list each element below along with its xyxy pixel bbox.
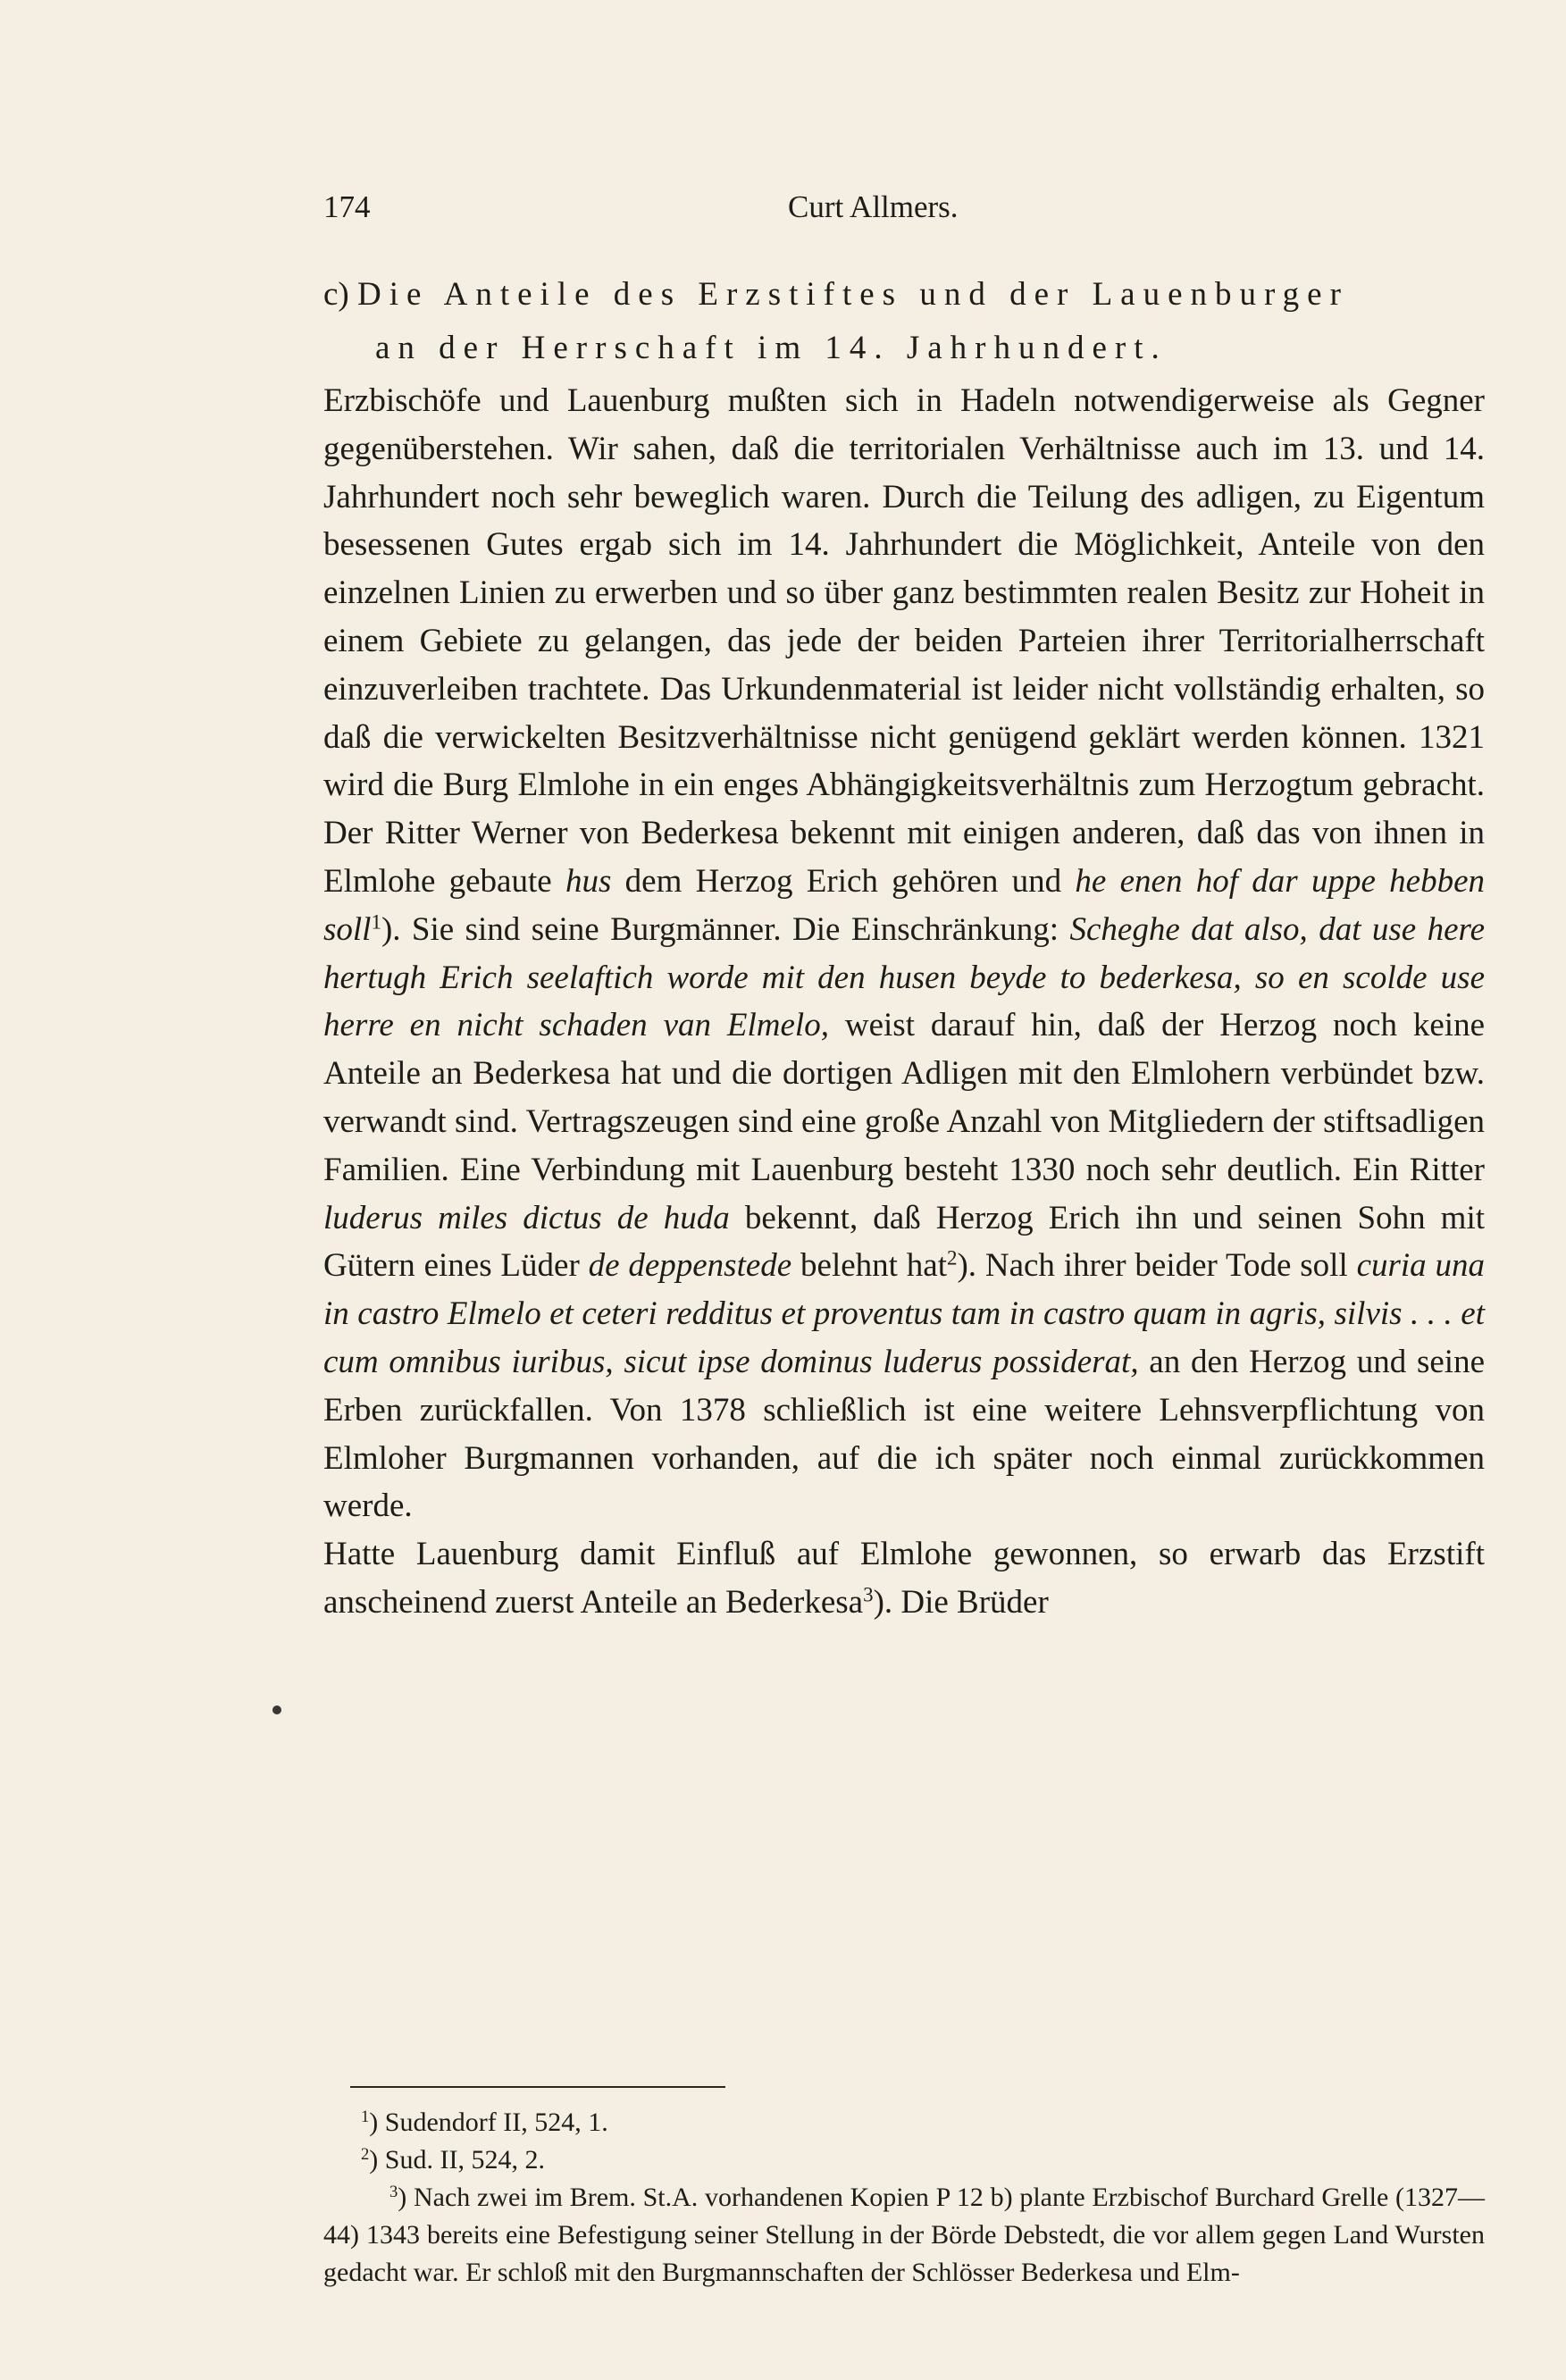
text-run: Erzbischöfe und Lauenburg mußten sich in Hadeln notwendigerweise als Gegner gegenüberstehen. Wir sahen, daß die territorialen Verhältnisse auch im 13. und 14. Jahrhundert noch sehr beweglich waren. Durch die Teilung des adligen, zu Eigentum besessenen Gutes ergab sich im 14. Jahrhundert die Möglichkeit, Anteile von den einzelnen Linien zu erwerben und so über ganz bestimmten realen Besitz zur Hoheit in einem Gebiete zu gelangen, das jede der beiden Parteien ihrer Territorialherrschaft einzuverleiben trachtete. Das Urkundenmaterial ist leider nicht vollständig erhalten, so daß die verwickelten Besitzverhältnisse nicht genügend geklärt werden können. 1321 wird die Burg Elmlohe in ein enges Abhängigkeitsverhältnis zum Herzogtum gebracht. Der Ritter Werner von Bederkesa bekennt mit einigen anderen, daß das von ihnen in Elmlohe gebaute [323, 382, 1485, 900]
footnote-ref-1: 1 [371, 910, 381, 934]
footnote-text: ) Sudendorf II, 524, 1. [369, 2108, 608, 2137]
quote-curia: curia una in castro Elmelo et ceteri redditus et proventus tam in castro quam in agris, silvis . . . et cum omnibus iuribus, sicut ipse dominus luderus possiderat, [323, 1247, 1485, 1380]
text-run: weist darauf hin, daß der Herzog noch keine Anteile an Bederkesa hat und die dortigen Adligen mit den Elmlohern verbündet bzw. verwandt sind. Vertragszeugen sind eine große Anzahl von Mitgliedern der stiftsadligen Familien. Eine Verbindung mit Lauenburg besteht 1330 noch sehr deutlich. Ein Ritter [323, 1007, 1485, 1188]
footnote-mark: 3 [389, 2182, 398, 2201]
footnote-separator [350, 2086, 725, 2088]
footnote-text: ) Sud. II, 524, 2. [369, 2145, 545, 2175]
footnote-ref-3: 3 [863, 1583, 874, 1606]
section-heading-text-1: Die Anteile des Erzstiftes und der Lauenburger [357, 276, 1349, 313]
footnote-mark: 1 [361, 2107, 370, 2126]
text-run: bekennt, daß Herzog Erich ihn und seinen Sohn mit Gütern eines Lüder [323, 1199, 1485, 1285]
text-run: belehnt hat [791, 1247, 947, 1285]
text-run: Hatte Lauenburg damit Einfluß auf Elmlohe gewonnen, so erwarb das Erzstift anscheinend zuerst Anteile an Bederkesa [323, 1536, 1485, 1621]
section-heading [323, 268, 1485, 375]
quote-luderus: luderus miles dictus de huda [323, 1199, 730, 1236]
text-run: ). Die Brüder [873, 1583, 1049, 1621]
footnote-mark: 2 [361, 2144, 370, 2164]
footnote-3 [323, 2179, 1485, 2292]
quote-hus: hus [565, 862, 612, 900]
footnote-text: ) Nach zwei im Brem. St.A. vorhandenen Kopien P 12 b) plante Erzbischof Burchard Grelle (1327—44) 1343 bereits eine Befestigung seiner Stellung in der Börde Debstedt, die vor allem gegen Land Wursten gedacht war. Er schloß mit den Burgmannschaften der Schlösser Bederkesa und Elm- [323, 2183, 1485, 2287]
text-run: ). Nach ihrer beider Tode soll [957, 1247, 1357, 1285]
body-text [323, 377, 1485, 1627]
quote-deppenstede: de deppenstede [588, 1247, 792, 1285]
section-heading-line-2: an der Herrschaft im 14. Jahrhundert. [375, 330, 1168, 366]
footnotes [323, 2104, 1485, 2292]
quote-scheghe: Scheghe dat also, dat use here hertugh Erich seelaftich worde mit den husen beyde to bederkesa, so en scolde use herre en nicht schaden van Elmelo, [323, 910, 1485, 1044]
footnote-ref-2: 2 [946, 1246, 958, 1270]
text-run: an den Herzog und seine Erben zurückfallen. Von 1378 schließlich ist eine weitere Lehnsverpflichtung von Elmloher Burgmannen vorhanden, auf die ich später noch einmal zurückkommen werde. [323, 1343, 1485, 1525]
section-heading-line-1 [323, 268, 1485, 322]
quote-hof: he enen hof dar uppe hebben soll [323, 862, 1485, 948]
paragraph-2 [323, 1530, 1485, 1627]
paragraph-1 [323, 377, 1485, 1530]
running-head [323, 189, 1485, 239]
footnote-2 [323, 2141, 1485, 2179]
margin-dot [272, 1705, 281, 1714]
section-label: c) [323, 276, 349, 313]
page-number: 174 [323, 189, 371, 224]
footnote-1 [323, 2104, 1485, 2141]
text-run: dem Herzog Erich gehören und [611, 862, 1076, 900]
running-title: Curt Allmers. [788, 189, 959, 224]
text-run: ). Sie sind seine Burgmänner. Die Einschränkung: [381, 910, 1070, 948]
